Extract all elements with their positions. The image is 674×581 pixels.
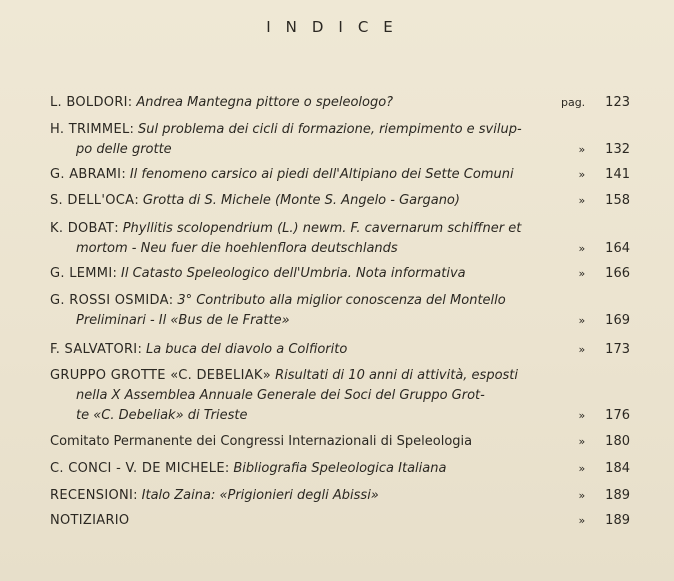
entry-title-line: Grotta di S. Michele (Monte S. Angelo - Gargano): [142, 193, 460, 208]
page-mark: »: [578, 143, 586, 156]
page-number: 189: [605, 513, 630, 528]
page-number: 141: [605, 167, 630, 182]
page-number: 158: [605, 193, 630, 208]
entry-title-line: La buca del diavolo a Colfiorito: [145, 342, 348, 357]
entry-title-line: Il fenomeno carsico ai piedi dell'Altipiano dei Sette Comuni: [129, 167, 514, 182]
page-number: 169: [605, 313, 630, 328]
page-number: 166: [605, 266, 630, 281]
index-entry-dobat: K. DOBAT: Phyllitis scolopendrium (L.) newm. F. cavernarum schiffner et mortom - Neu fuer die hoehlenflora deutschlands » 164: [50, 221, 630, 256]
index-entry-gruppo-grotte: [50, 366, 630, 426]
page-mark: »: [578, 514, 586, 527]
index-entry-comitato: [50, 432, 630, 452]
entry-title-line: po delle grotte: [76, 142, 172, 157]
index-entry-delloca: S. DELL'OCA: Grotta di S. Michele (Monte S. Angelo - Gargano) » 158: [50, 193, 630, 208]
page-number: 164: [605, 241, 630, 256]
entry-author: F. SALVATORI: [50, 342, 138, 357]
page-mark: »: [578, 242, 586, 255]
entry-title-line: Preliminari - Il «Bus de le Fratte»: [76, 313, 290, 328]
entry-title-line: Il Catasto Speleologico dell'Umbria. Nota informativa: [120, 266, 466, 281]
page-number: 132: [605, 142, 630, 157]
entry-title-line: 3° Contributo alla miglior conoscenza del Montello: [177, 293, 506, 308]
entry-author: S. DELL'OCA: [50, 193, 135, 208]
page-number: 184: [605, 461, 630, 476]
entry-title-line: Italo Zaina: «Prigionieri degli Abissi»: [141, 488, 379, 503]
entry-title-line: Comitato Permanente dei Congressi Internazionali di Speleologia: [50, 434, 473, 449]
page-number: 189: [605, 488, 630, 503]
page-mark: »: [578, 314, 586, 327]
page-title: INDICE: [266, 18, 408, 36]
entry-author: K. DOBAT: [50, 221, 115, 236]
entry-title-line: nella X Assemblea Annuale Generale dei Soci del Gruppo Grot-: [76, 388, 485, 403]
entry-title-line: Andrea Mantegna pittore o speleologo?: [136, 95, 394, 110]
index-entry-rossi-osmida: G. ROSSI OSMIDA: 3° Contributo alla miglior conoscenza del Montello Preliminari - Il «Bus de le Fratte» » 169: [50, 293, 630, 328]
page-mark: »: [578, 343, 586, 356]
page-number: 123: [605, 95, 630, 110]
entry-author: RECENSIONI: [50, 488, 134, 503]
index-entry-trimmel: H. TRIMMEL: Sul problema dei cicli di formazione, riempimento e svilup- po delle grotte » 132: [50, 122, 630, 157]
page-mark: »: [578, 194, 586, 207]
page-mark: »: [578, 462, 586, 475]
index-entry-conci-de-michele: C. CONCI - V. DE MICHELE: Bibliografia Speleologica Italiana » 184: [50, 461, 630, 476]
index-entry-recensioni: RECENSIONI: Italo Zaina: «Prigionieri degli Abissi» » 189: [50, 488, 630, 503]
entry-author: G. LEMMI: [50, 266, 113, 281]
entry-title-line: mortom - Neu fuer die hoehlenflora deutschlands: [76, 241, 398, 256]
index-entry-lemmi: G. LEMMI: Il Catasto Speleologico dell'Umbria. Nota informativa » 166: [50, 266, 630, 281]
entry-title-line: Sul problema dei cicli di formazione, riempimento e svilup-: [138, 122, 522, 137]
entry-author: NOTIZIARIO: [50, 513, 130, 528]
page-mark: »: [578, 489, 586, 502]
page-number: 180: [605, 434, 630, 449]
page-mark: »: [578, 168, 586, 181]
entry-author: GRUPPO GROTTE «C. DEBELIAK»: [50, 368, 271, 383]
entry-author: L. BOLDORI: [50, 95, 128, 110]
index-entry-abrami: G. ABRAMI: Il fenomeno carsico ai piedi dell'Altipiano dei Sette Comuni » 141: [50, 167, 630, 182]
index-entry-boldori: L. BOLDORI: Andrea Mantegna pittore o speleologo? pag. 123: [50, 95, 630, 110]
page-number: 176: [605, 408, 630, 423]
entry-title-line: Risultati di 10 anni di attività, esposti: [275, 368, 519, 383]
page-mark: »: [578, 435, 586, 448]
page-mark: »: [578, 409, 586, 422]
entry-author: H. TRIMMEL: [50, 122, 130, 137]
page-mark: »: [578, 267, 586, 280]
page-number: 173: [605, 342, 630, 357]
index-entry-notiziario: [50, 511, 630, 531]
entry-author: C. CONCI - V. DE MICHELE: [50, 461, 225, 476]
entry-title-line: te «C. Debeliak» di Trieste: [76, 408, 248, 423]
entry-title-line: Phyllitis scolopendrium (L.) newm. F. cavernarum schiffner et: [122, 221, 522, 236]
entry-title-line: Bibliografia Speleologica Italiana: [233, 461, 447, 476]
entry-author: G. ROSSI OSMIDA: [50, 293, 169, 308]
entry-author: G. ABRAMI: [50, 167, 122, 182]
page-mark: pag.: [560, 96, 586, 109]
index-entry-salvatori: F. SALVATORI: La buca del diavolo a Colfiorito » 173: [50, 342, 630, 357]
